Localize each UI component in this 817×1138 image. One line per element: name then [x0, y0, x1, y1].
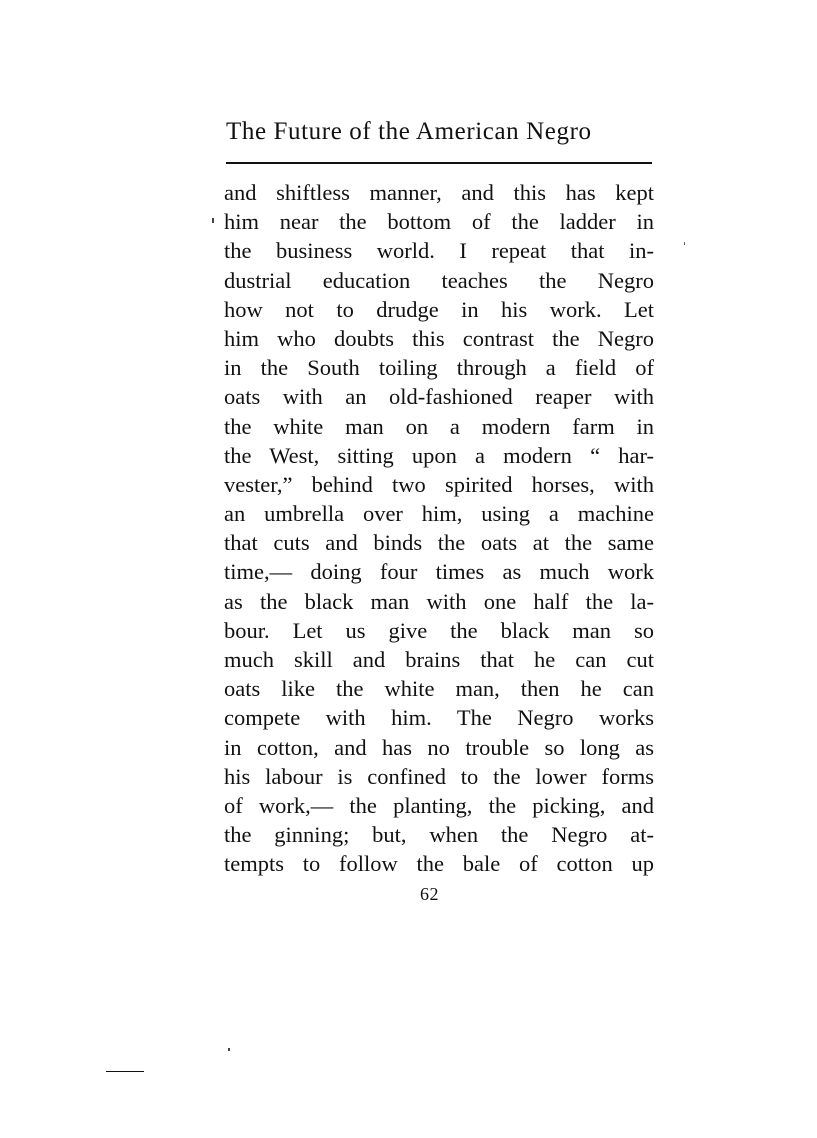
running-head: The Future of the American Negro: [226, 118, 592, 145]
margin-speck: [684, 242, 685, 245]
text-line: vester,” behind two spirited horses, with: [224, 471, 654, 497]
text-line: him who doubts this contrast the Negro: [224, 325, 654, 351]
margin-speck: [212, 218, 214, 223]
text-line: the ginning; but, when the Negro at-: [224, 822, 654, 848]
header-rule: [226, 162, 652, 164]
bottom-rule: [106, 1071, 144, 1072]
text-line: in the South toiling through a field of: [224, 355, 654, 381]
text-line: compete with him. The Negro works: [224, 705, 654, 731]
text-line: bour. Let us give the black man so: [224, 617, 654, 643]
text-line: and shiftless manner, and this has kept: [224, 180, 654, 205]
text-line: the West, sitting upon a modern “ har-: [224, 442, 654, 468]
text-line: his labour is confined to the lower forms: [224, 763, 654, 789]
text-line: an umbrella over him, using a machine: [224, 501, 654, 527]
text-line: tempts to follow the bale of cotton up: [224, 851, 654, 877]
body-text: [224, 178, 654, 879]
text-line: time,— doing four times as much work: [224, 559, 654, 585]
text-line: that cuts and binds the oats at the same: [224, 530, 654, 556]
text-line: the white man on a modern farm in: [224, 413, 654, 439]
text-line: as the black man with one half the la-: [224, 588, 654, 614]
text-line: him near the bottom of the ladder in: [224, 209, 654, 235]
text-line: the business world. I repeat that in-: [224, 238, 654, 264]
margin-speck: [228, 1048, 230, 1051]
text-line: of work,— the planting, the picking, and: [224, 792, 654, 818]
page-number: 62: [420, 884, 439, 904]
text-line: how not to drudge in his work. Let: [224, 296, 654, 322]
text-line: much skill and brains that he can cut: [224, 647, 654, 672]
text-line: in cotton, and has no trouble so long as: [224, 734, 654, 760]
text-line: oats like the white man, then he can: [224, 676, 654, 702]
text-line: dustrial education teaches the Negro: [224, 267, 654, 293]
text-line: oats with an old-fashioned reaper with: [224, 384, 654, 410]
